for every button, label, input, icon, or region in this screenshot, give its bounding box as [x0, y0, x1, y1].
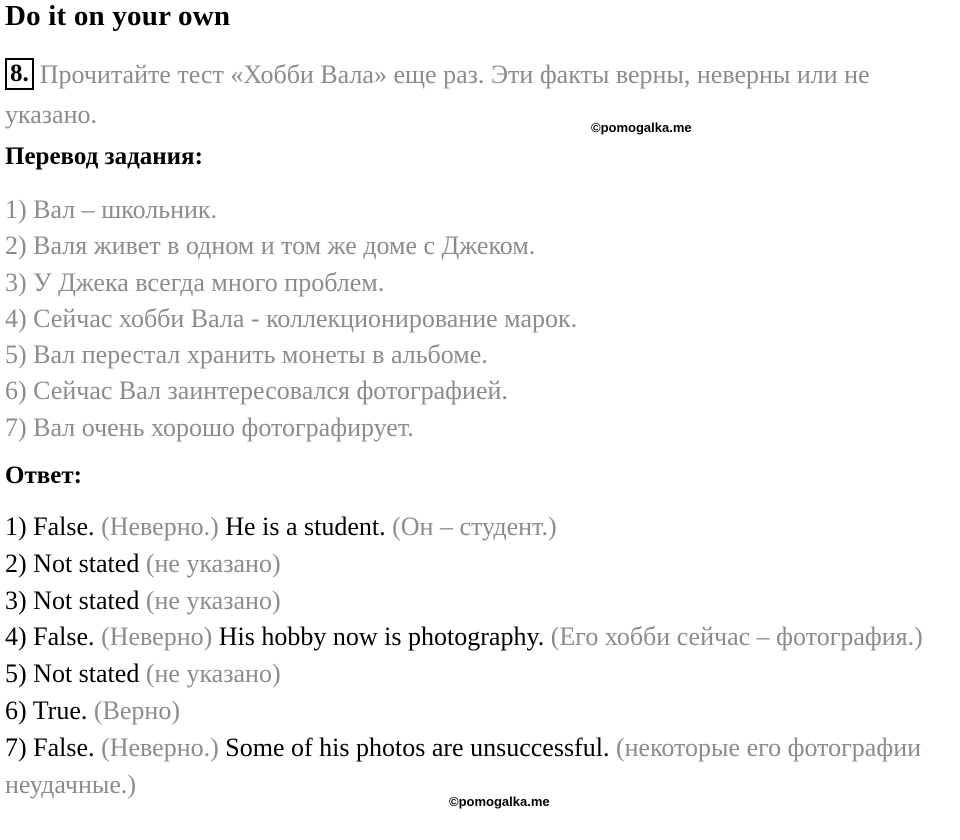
statement-item: 3) У Джека всегда много проблем. [5, 267, 385, 297]
section-heading: Do it on your own [5, 0, 231, 32]
answer-number: 5) [5, 659, 27, 689]
answer-list [5, 509, 955, 803]
answer-item [5, 693, 955, 730]
answer-number: 4) [5, 622, 27, 652]
statement-item: 7) Вал очень хорошо фотографирует. [5, 412, 414, 442]
answer-verdict: False. [33, 622, 95, 652]
answer-verdict-translation: (Неверно.) [101, 512, 219, 541]
answer-verdict-translation: (не указано) [145, 548, 281, 578]
answer-explanation: Some of his photos are unsuccessful. [225, 732, 610, 762]
answer-verdict-translation: (Верно) [93, 695, 180, 725]
answer-number: 6) [5, 695, 27, 725]
answer-item [5, 583, 955, 620]
answer-verdict-translation: (не указано) [145, 659, 281, 689]
answer-verdict: True. [32, 695, 88, 725]
statement-list [5, 192, 577, 446]
answer-verdict-translation: (Неверно) [101, 622, 213, 652]
task-text: Прочитайте тест «Хобби Вала» еще раз. Эти факты верны, неверны или не указано. [5, 60, 870, 129]
statement-item: 5) Вал перестал хранить монеты в альбоме. [5, 340, 488, 370]
answer-verdict: False. [33, 732, 95, 762]
answer-number: 2) [5, 548, 27, 578]
answer-item [5, 619, 955, 656]
answer-item [5, 730, 955, 804]
answer-explanation: His hobby now is photography. [218, 622, 545, 652]
answer-explanation: He is a student. [225, 512, 386, 541]
answer-explanation-translation: (Его хобби сейчас – фотография.) [550, 622, 923, 652]
task-number-badge: 8. [5, 58, 34, 90]
answer-verdict: Not stated [33, 585, 140, 615]
answer-verdict: False. [33, 512, 95, 541]
watermark: ©pomogalka.me [449, 794, 550, 809]
answer-verdict-translation: (Неверно.) [101, 732, 219, 762]
statement-item: 6) Сейчас Вал заинтересовался фотографией. [5, 376, 508, 406]
task-instruction [5, 55, 960, 135]
statement-item: 2) Валя живет в одном и том же доме с Джеком. [5, 231, 536, 261]
statement-item: 4) Сейчас хобби Вала - коллекционирование марок. [5, 303, 578, 333]
translation-title: Перевод задания: [5, 143, 203, 170]
answer-item [5, 656, 955, 693]
statement-item: 1) Вал – школьник. [5, 195, 218, 224]
answer-explanation-translation: (некоторые его фотографии неудачные.) [5, 732, 922, 799]
answer-explanation-translation: (Он – студент.) [392, 512, 557, 541]
answer-number: 1) [5, 512, 27, 541]
watermark: ©pomogalka.me [591, 120, 692, 135]
answer-number: 7) [5, 732, 27, 762]
answer-item [5, 546, 955, 583]
answer-item [5, 509, 955, 546]
answer-title: Ответ: [5, 462, 82, 489]
answer-number: 3) [5, 585, 27, 615]
answer-verdict: Not stated [33, 548, 140, 578]
answer-verdict-translation: (не указано) [145, 585, 281, 615]
answer-verdict: Not stated [33, 659, 140, 689]
